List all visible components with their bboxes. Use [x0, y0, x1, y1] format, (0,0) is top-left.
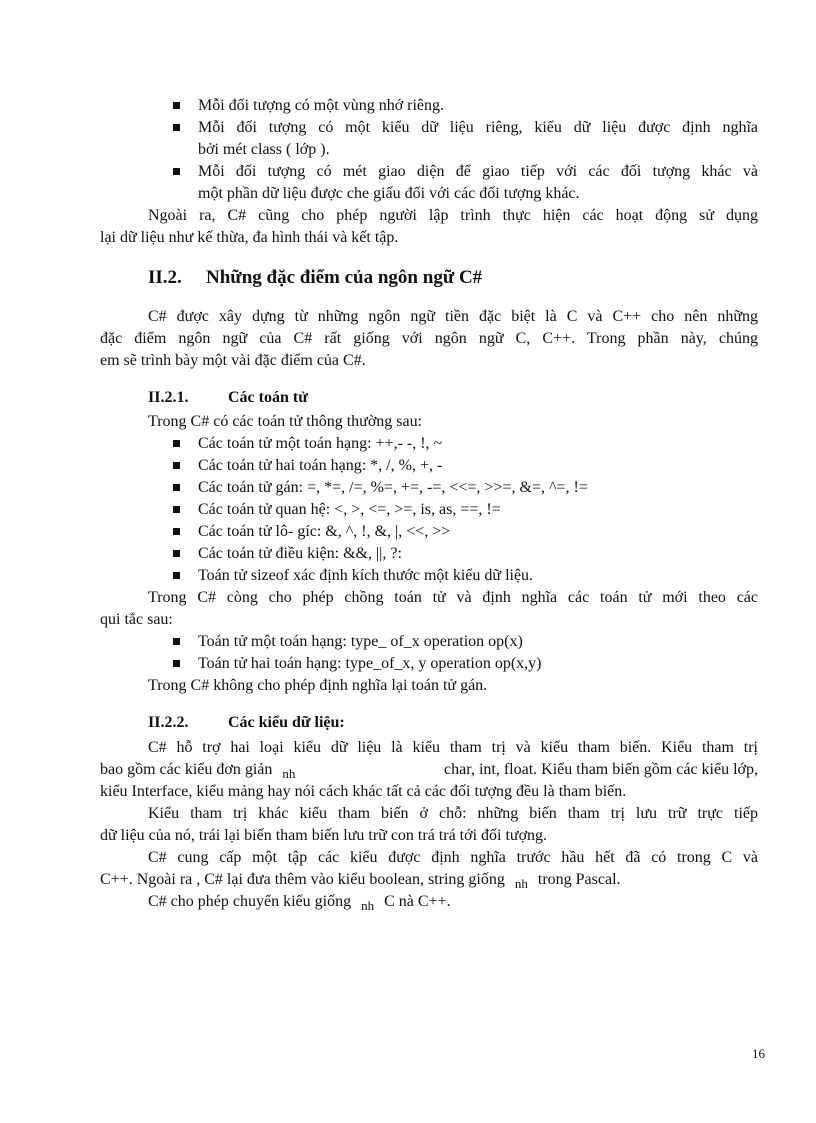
paragraph-line: C# hỗ trợ hai loại kiểu dữ liệu là kiểu tham trị và kiểu tham biến. Kiểu tham trị [148, 739, 758, 756]
text-segment: char, int, float. Kiểu tham biến gồm các kiểu lớp, [444, 761, 758, 778]
paragraph-line: C# cung cấp một tập các kiểu được định nghĩa trước hầu hết đã có trong C và [148, 849, 758, 866]
subsection-heading [148, 387, 308, 409]
subsection-title: Các kiểu dữ liệu: [228, 714, 345, 731]
bullet-icon [173, 550, 180, 557]
text-part: C++. Ngoài ra , C# lại đưa thêm vào kiểu boolean, string giống [100, 871, 505, 888]
paragraph-line: qui tắc sau: [100, 611, 173, 628]
bullet-icon [173, 484, 180, 491]
bullet-icon [173, 462, 180, 469]
bullet-text: Mỗi đối tượng có một kiểu dữ liệu riêng, kiểu dữ liệu được định nghĩa [198, 119, 758, 136]
text-part: C nà C++. [384, 893, 451, 910]
list-item: Các toán tử gán: =, *=, /=, %=, +=, -=, <<=, >>=, &=, ^=, != [198, 479, 588, 496]
text-part: C# cho phép chuyển kiểu giống [148, 893, 352, 910]
text-segment [100, 759, 305, 781]
subscript-text: nh [514, 876, 528, 891]
bullet-icon [173, 440, 180, 447]
subsection-number: II.2.2. [148, 714, 189, 731]
list-item: Toán tử một toán hạng: type_ of_x operation op(x) [198, 633, 523, 650]
paragraph-line: đặc điểm ngôn ngữ của C# rất giống với ngôn ngữ C, C++. Trong phần này, chúng [100, 330, 758, 347]
bullet-icon [173, 528, 180, 535]
bullet-icon [173, 124, 180, 131]
bullet-text-continued: bởi mét class ( lớp ). [198, 141, 330, 158]
text-part: bao gồm các kiểu đơn giản [100, 761, 273, 778]
bullet-icon [173, 102, 180, 109]
paragraph-line: dữ liệu của nó, trái lại biến tham biến lưu trữ con trá trá tới đối tượng. [100, 827, 548, 844]
paragraph-line [100, 869, 621, 891]
paragraph-line: em sẽ trình bày một vài đặc điểm của C#. [100, 352, 366, 369]
bullet-icon [173, 506, 180, 513]
bullet-text: Mỗi đối tượng có một vùng nhớ riêng. [198, 97, 445, 114]
paragraph-line: Kiểu tham trị khác kiểu tham biến ở chỗ: những biến tham trị lưu trữ trực tiếp [148, 805, 758, 822]
bullet-icon [173, 572, 180, 579]
subscript-text: nh [361, 898, 375, 913]
bullet-text: Mỗi đối tượng có mét giao diện để giao tiếp với các đối tượng khác và [198, 163, 758, 180]
paragraph-line: lại dữ liệu như kế thừa, đa hình thái và kết tập. [100, 229, 399, 246]
text-part: trong Pascal. [537, 871, 621, 888]
paragraph-line: Trong C# có các toán tử thông thường sau: [148, 413, 423, 430]
bullet-icon [173, 638, 180, 645]
paragraph-line [148, 891, 451, 913]
page-number: 16 [752, 1046, 765, 1061]
paragraph-line: Ngoài ra, C# cũng cho phép người lập trình thực hiện các hoạt động sử dụng [148, 207, 758, 224]
paragraph-line [100, 759, 758, 781]
list-item: Các toán tử quan hệ: <, >, <=, >=, is, as, ==, != [198, 501, 501, 518]
bullet-icon [173, 660, 180, 667]
subsection-heading [148, 712, 345, 734]
list-item: Các toán tử một toán hạng: ++,- -, !, ~ [198, 435, 443, 452]
list-item: Các toán tử hai toán hạng: *, /, %, +, - [198, 457, 443, 474]
list-item: Các toán tử điều kiện: &&, ||, ?: [198, 545, 402, 562]
bullet-text-continued: một phần dữ liệu được che giấu đối với các đối tượng khác. [198, 185, 580, 202]
bullet-icon [173, 168, 180, 175]
list-item: Các toán tử lô- gíc: &, ^, !, &, |, <<, >> [198, 523, 451, 540]
subsection-title: Các toán tử [228, 389, 308, 406]
section-number: II.2. [148, 267, 182, 288]
paragraph-line: kiểu Interface, kiểu mảng hay nói cách khác tất cả các đối tượng đều là tham biến. [100, 783, 627, 800]
list-item: Toán tử hai toán hạng: type_of_x, y operation op(x,y) [198, 655, 542, 672]
paragraph-line: Trong C# còng cho phép chồng toán tử và định nghĩa các toán tử mới theo các [148, 589, 758, 606]
section-heading [148, 266, 482, 290]
section-title: Những đặc điểm của ngôn ngữ C# [206, 267, 483, 288]
list-item: Toán tử sizeof xác định kích thước một kiểu dữ liệu. [198, 567, 534, 584]
subscript-text: nh [282, 766, 296, 781]
paragraph-line: Trong C# không cho phép định nghĩa lại toán tử gán. [148, 677, 488, 694]
paragraph-line: C# được xây dựng từ những ngôn ngữ tiền đặc biệt là C và C++ cho nên những [148, 308, 758, 325]
subsection-number: II.2.1. [148, 389, 189, 406]
